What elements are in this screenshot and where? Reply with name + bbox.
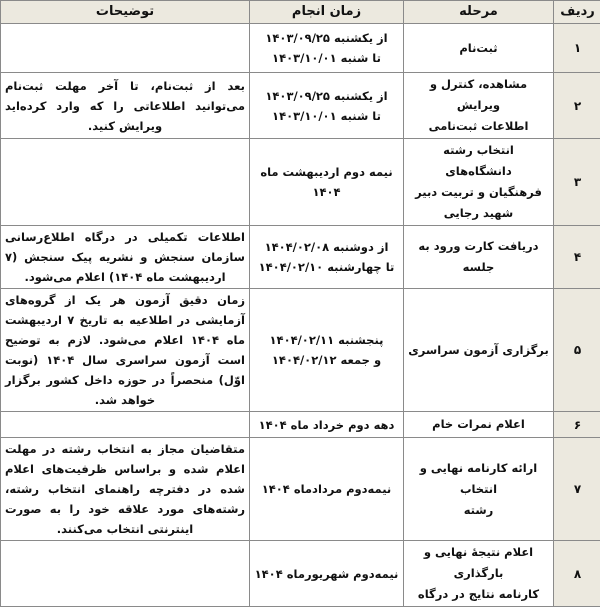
- stage-text: اعلام نتیجهٔ نهایی و بارگذاری: [408, 542, 549, 584]
- header-description: توضیحات: [1, 1, 250, 24]
- time-text: نیمه‌دوم شهریورماه ۱۴۰۴: [254, 564, 399, 584]
- time-text: نیمه‌دوم مردادماه ۱۴۰۴: [254, 479, 399, 499]
- table-row: [1, 139, 600, 226]
- table-body: [1, 24, 600, 607]
- stage-text: اطلاعات ثبت‌نامی: [408, 116, 549, 137]
- stage-cell: [404, 289, 554, 412]
- stage-text: اعلام نمرات خام: [408, 414, 549, 435]
- time-cell: [250, 24, 404, 73]
- stage-cell: [404, 24, 554, 73]
- header-stage: مرحله: [404, 1, 554, 24]
- time-text: تا چهارشنبه ۱۴۰۴/۰۲/۱۰: [254, 257, 399, 277]
- row-number: ۶: [554, 412, 600, 438]
- description-cell: زمان دقیق آزمون هر یک از گروه‌های آزمایشی در اطلاعیه به تاریخ ۷ اردیبهشت ماه ۱۴۰۴ اعلام می‌شود. لازم به توضیح است آزمون سراسری سال ۱۴۰۴ (نوبت اوّل) منحصراً در حوزه داخل کشور برگزار خواهد شد.: [1, 289, 250, 412]
- stage-text: مشاهده، کنترل و ویرایش: [408, 74, 549, 116]
- table-row: [1, 289, 600, 412]
- table-row: [1, 541, 600, 607]
- table-row: [1, 438, 600, 541]
- description-cell: اطلاعات تکمیلی در درگاه اطلاع‌رسانی سازمان سنجش و نشریه پیک سنجش (۷ اردیبهشت ماه ۱۴۰۴) اعلام می‌شود.: [1, 226, 250, 289]
- time-text: از یکشنبه ۱۴۰۳/۰۹/۲۵: [254, 86, 399, 106]
- header-row-number: ردیف: [554, 1, 600, 24]
- stage-text: شهید رجایی: [408, 203, 549, 224]
- time-cell: [250, 541, 404, 607]
- stage-text: کارنامه نتایج در درگاه: [408, 584, 549, 605]
- table-header: [1, 1, 600, 24]
- stage-text: ثبت‌نام: [408, 38, 549, 59]
- time-text: از یکشنبه ۱۴۰۳/۰۹/۲۵: [254, 28, 399, 48]
- description-cell: [1, 139, 250, 226]
- table-row: [1, 226, 600, 289]
- row-number: ۳: [554, 139, 600, 226]
- time-cell: [250, 226, 404, 289]
- table-row: [1, 24, 600, 73]
- description-cell: [1, 24, 250, 73]
- stage-text: رشته: [408, 500, 549, 521]
- row-number: ۴: [554, 226, 600, 289]
- stage-cell: [404, 541, 554, 607]
- row-number: ۸: [554, 541, 600, 607]
- time-cell: [250, 438, 404, 541]
- stage-cell: [404, 139, 554, 226]
- row-number: ۱: [554, 24, 600, 73]
- table-row: [1, 73, 600, 139]
- row-number: ۵: [554, 289, 600, 412]
- time-text: از دوشنبه ۱۴۰۴/۰۲/۰۸: [254, 237, 399, 257]
- stage-cell: [404, 412, 554, 438]
- header-time: زمان انجام: [250, 1, 404, 24]
- time-text: و جمعه ۱۴۰۴/۰۲/۱۲: [254, 350, 399, 370]
- time-text: تا شنبه ۱۴۰۳/۱۰/۰۱: [254, 48, 399, 68]
- table-row: [1, 412, 600, 438]
- description-cell: بعد از ثبت‌نام، تا آخر مهلت ثبت‌نام می‌توانید اطلاعاتی را که وارد کرده‌اید ویرایش کنید.: [1, 73, 250, 139]
- time-text: نیمه دوم اردیبهشت ماه ۱۴۰۴: [254, 162, 399, 202]
- stage-text: فرهنگیان و تربیت دبیر: [408, 182, 549, 203]
- time-text: تا شنبه ۱۴۰۳/۱۰/۰۱: [254, 106, 399, 126]
- description-cell: متقاضیان مجاز به انتخاب رشته در مهلت اعلام شده و براساس ظرفیت‌های اعلام شده در دفترچه راهنمای انتخاب رشته، رشته‌های مورد علاقه خود را به صورت اینترنتی انتخاب می‌کنند.: [1, 438, 250, 541]
- stage-text: انتخاب رشته دانشگاه‌های: [408, 140, 549, 182]
- stage-cell: [404, 438, 554, 541]
- row-number: ۲: [554, 73, 600, 139]
- description-cell: [1, 541, 250, 607]
- stage-cell: [404, 226, 554, 289]
- time-cell: [250, 139, 404, 226]
- time-cell: [250, 289, 404, 412]
- time-text: پنجشنبه ۱۴۰۴/۰۲/۱۱: [254, 330, 399, 350]
- header-row: [1, 1, 600, 24]
- row-number: ۷: [554, 438, 600, 541]
- stage-text: برگزاری آزمون سراسری: [408, 340, 549, 361]
- description-cell: [1, 412, 250, 438]
- time-cell: [250, 412, 404, 438]
- stage-text: ارائه کارنامه نهایی و انتخاب: [408, 458, 549, 500]
- time-text: دهه دوم خرداد ماه ۱۴۰۴: [254, 415, 399, 435]
- stage-cell: [404, 73, 554, 139]
- stage-text: دریافت کارت ورود به جلسه: [408, 236, 549, 278]
- time-cell: [250, 73, 404, 139]
